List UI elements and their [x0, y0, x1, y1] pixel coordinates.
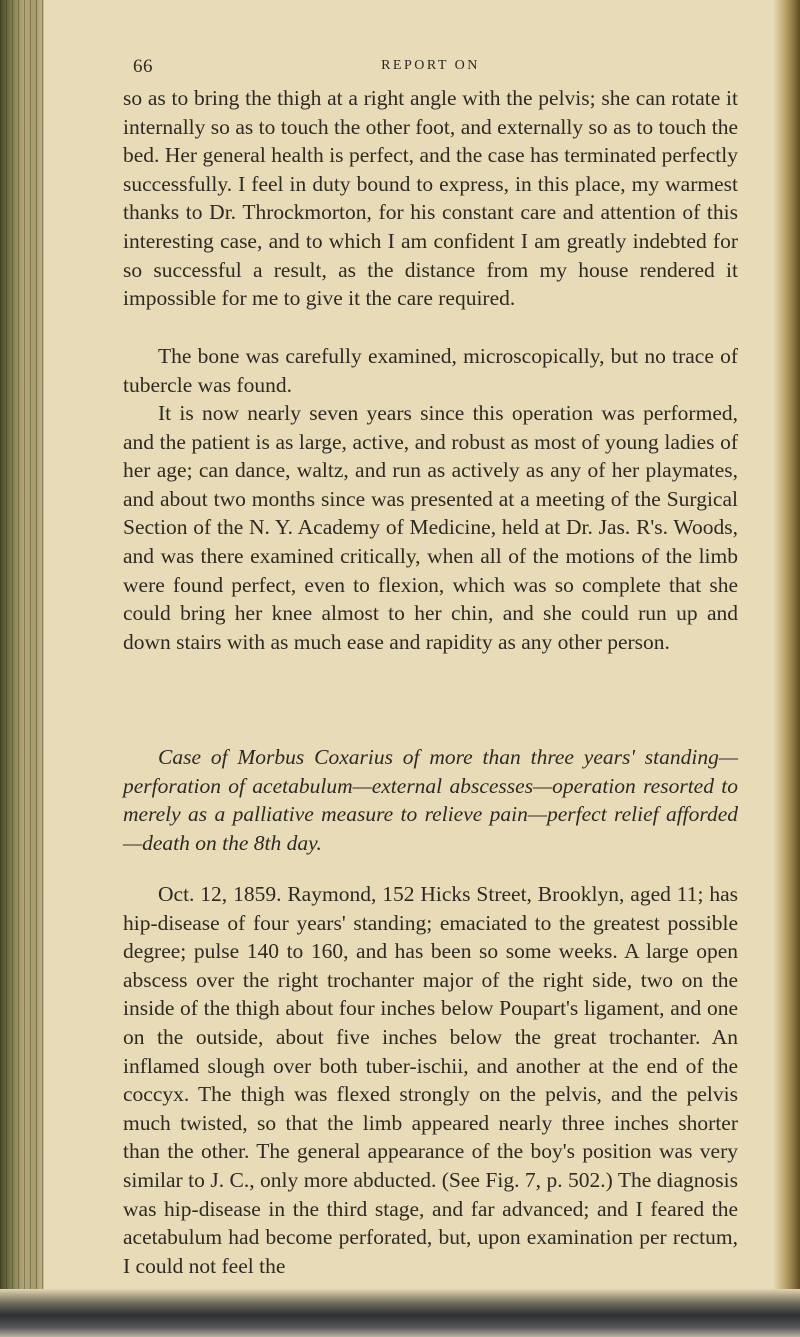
page-bottom-edge — [0, 1289, 800, 1337]
page-edge-shadow — [774, 0, 800, 1337]
case-heading: Case of Morbus Coxarius of more than three years' standing—perforation of acetabulum—external abscesses—operation resorted to merely as a palliative measure to relieve pain—perfect relief afforded—death on the 8th day. — [123, 745, 738, 855]
page-number: 66 — [133, 56, 153, 77]
page-header — [123, 56, 738, 78]
paragraph-4: Oct. 12, 1859. Raymond, 152 Hicks Street, Brooklyn, aged 11; has hip-disease of four years' standing; emaciated to the greatest possible degree; pulse 140 to 160, and has been so some weeks. A large open abscess over the right trochanter major of the right side, two on the inside of the thigh about four inches below Poupart's ligament, and one on the outside, about five inches below the great trochanter. An inflamed slough over both tuber-ischii, and another at the end of the coccyx. The thigh was flexed strongly on the pelvis, and the pelvis much twisted, so that the limb appeared nearly three inches shorter than the other. The general appearance of the boy's position was very similar to J. C., only more abducted. (See Fig. 7, p. 502.) The diagnosis was hip-disease in the third stage, and far advanced; and I feared the acetabulum had become perforated, but, upon examination per rectum, I could not feel the — [123, 882, 738, 1278]
paragraph-2: The bone was carefully examined, microscopically, but no trace of tubercle was found. — [123, 344, 738, 397]
running-head: REPORT ON — [381, 58, 480, 73]
paragraph-3: It is now nearly seven years since this operation was performed, and the patient is as large, active, and robust as most of young ladies of her age; can dance, waltz, and run as actively as any of her playmates, and about two months since was presented at a meeting of the Surgical Section of the N. Y. Academy of Medicine, held at Dr. Jas. R's. Woods, and was there examined critically, when all of the motions of the limb were found perfect, even to flexion, which was so complete that she could bring her knee almost to her chin, and she could run up and down stairs with as much ease and rapidity as any other person. — [123, 401, 738, 654]
paragraph-1: so as to bring the thigh at a right angle with the pelvis; she can rotate it internally so as to touch the other foot, and externally so as to touch the bed. Her general health is perfect, and the case has terminated perfectly successfully. I feel in duty bound to express, in this place, my warmest thanks to Dr. Throckmorton, for his constant care and attention of this interesting case, and to which I am confident I am greatly indebted for so successful a result, as the distance from my house rendered it impossible for me to give it the care required. — [123, 86, 738, 311]
binding-texture — [0, 0, 44, 1337]
